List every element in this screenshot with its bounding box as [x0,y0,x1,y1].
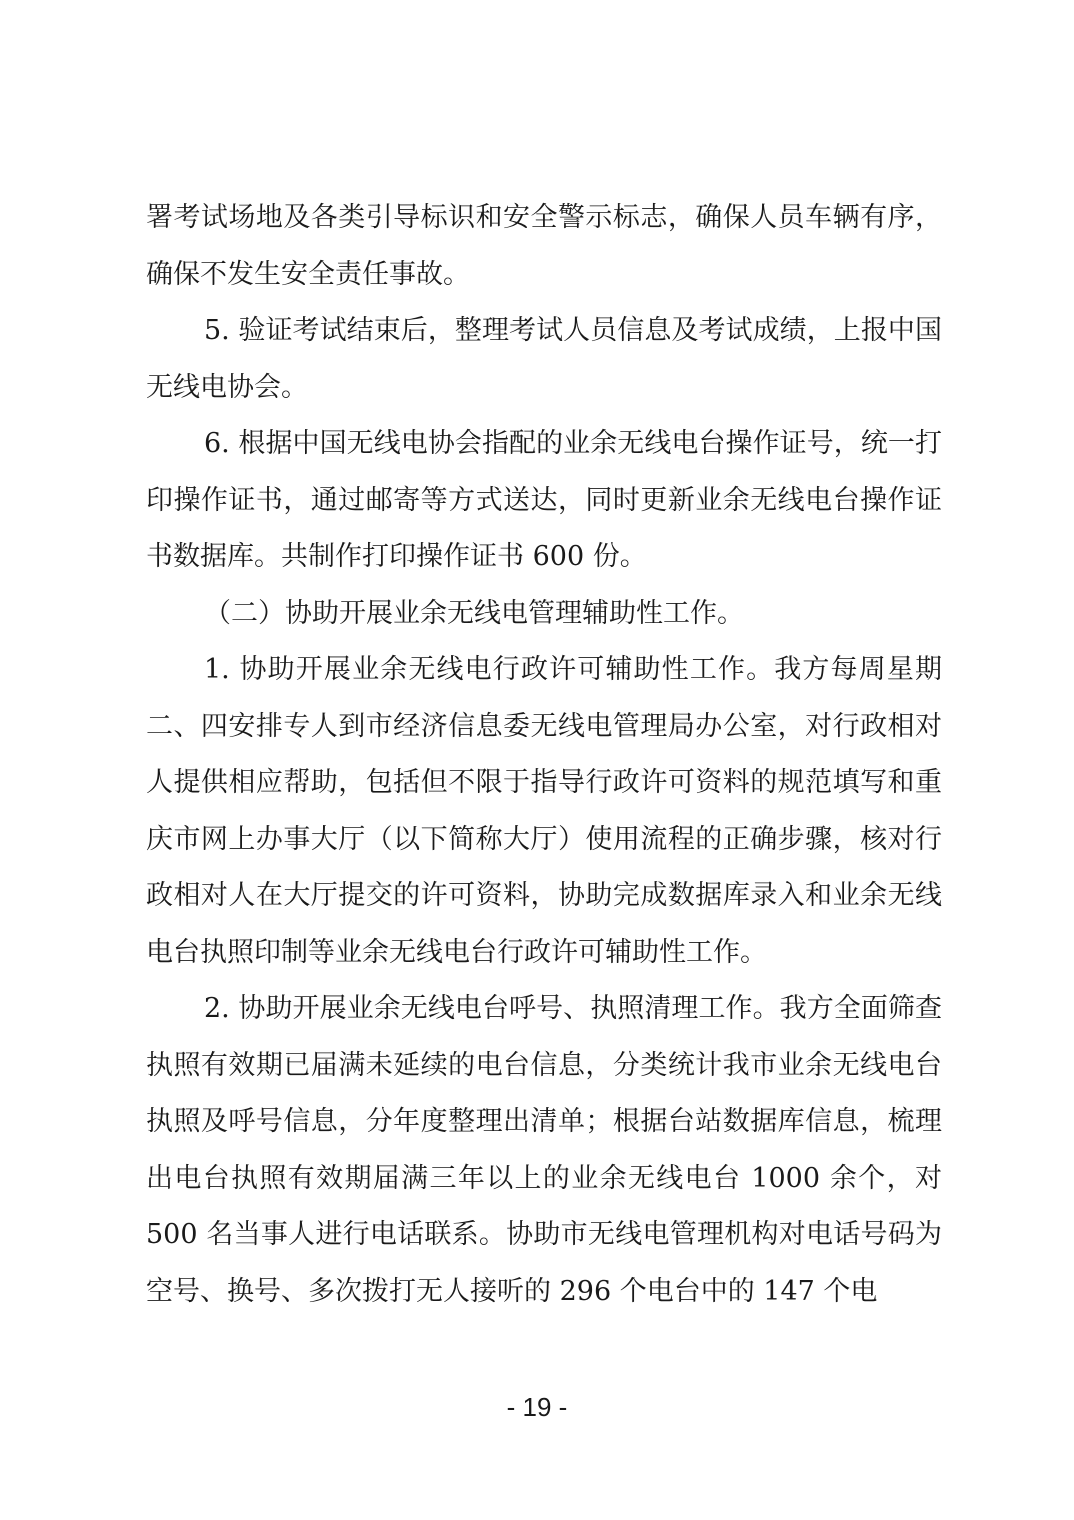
paragraph-item-6: 6. 根据中国无线电协会指配的业余无线电台操作证号，统一打印操作证书，通过邮寄等方式送达，同时更新业余无线电台操作证书数据库。共制作打印操作证书 600 份。 [146,428,942,572]
paragraph-item-2: 2. 协助开展业余无线电台呼号、执照清理工作。我方全面筛查执照有效期已届满未延续的电台信息，分类统计我市业余无线电台执照及呼号信息，分年度整理出清单；根据台站数据库信息，梳理出电台执照有效期届满三年以上的业余无线电台 1000 余个，对 500 名当事人进行电话联系。协助市无线电管理机构对电话号码为空号、换号、多次拨打无人接听的 296 个电台中的 147 个电 [146,993,942,1307]
document-body [146,190,942,1320]
paragraph-continuation: 署考试场地及各类引导标识和安全警示标志，确保人员车辆有序，确保不发生安全责任事故。 [146,202,942,290]
paragraph-item-5: 5. 验证考试结束后，整理考试人员信息及考试成绩，上报中国无线电协会。 [146,315,942,403]
paragraph-item-1: 1. 协助开展业余无线电行政许可辅助性工作。我方每周星期二、四安排专人到市经济信息委无线电管理局办公室，对行政相对人提供相应帮助，包括但不限于指导行政许可资料的规范填写和重庆市网上办事大厅（以下简称大厅）使用流程的正确步骤，核对行政相对人在大厅提交的许可资料，协助完成数据库录入和业余无线电台执照印制等业余无线电台行政许可辅助性工作。 [146,654,942,968]
page-number: - 19 - [506,1392,568,1422]
section-heading: （二）协助开展业余无线电管理辅助性工作。 [204,597,744,629]
